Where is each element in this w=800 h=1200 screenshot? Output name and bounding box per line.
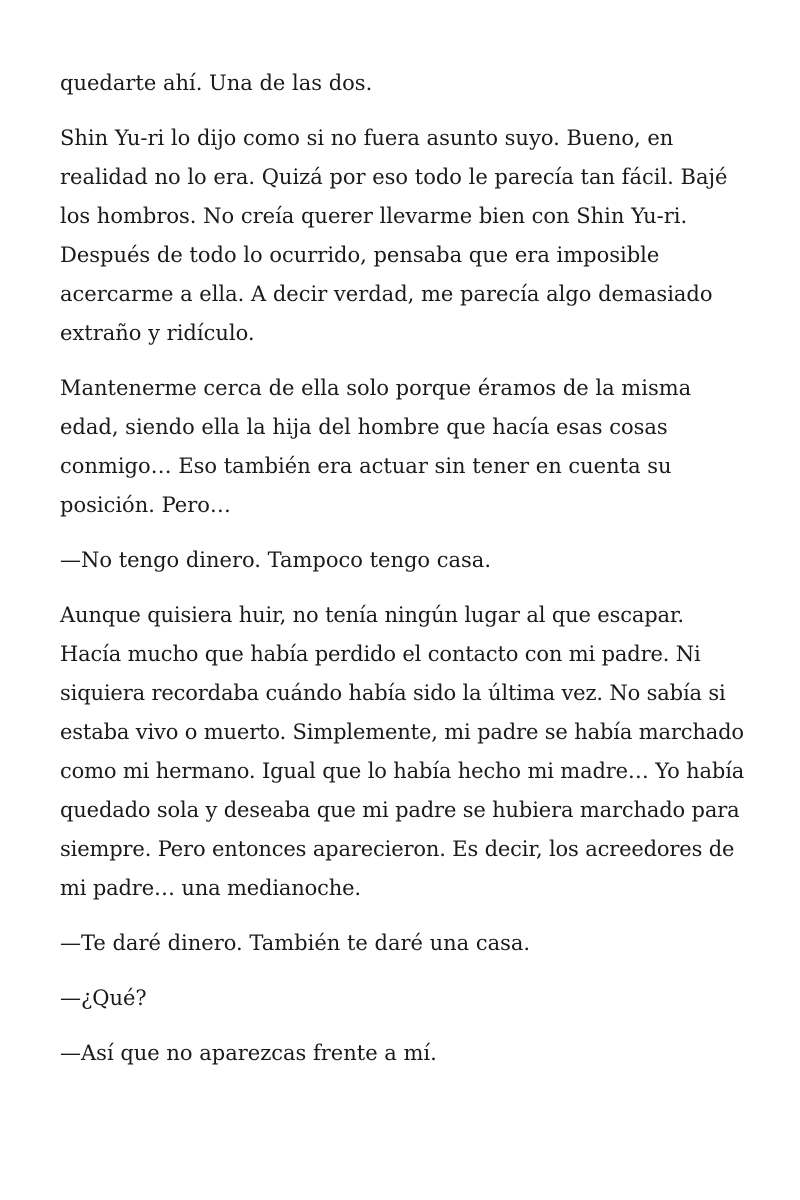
paragraph: Mantenerme cerca de ella solo porque éramos de la misma edad, siendo ella la hija del hombre que hacía esas cosas conmigo… Eso también era actuar sin tener en cuenta su posición. Pero… [60, 376, 692, 517]
dialogue-line: —¿Qué? [60, 986, 147, 1010]
reader-page [60, 64, 750, 1089]
paragraph: Aunque quisiera huir, no tenía ningún lugar al que escapar. Hacía mucho que había perdido el contacto con mi padre. Ni siquiera recordaba cuándo había sido la última vez. No sabía si estaba vivo o muerto. Simplemente, mi padre se había marchado como mi hermano. Igual que lo había hecho mi madre… Yo había quedado sola y deseaba que mi padre se hubiera marchado para siempre. Pero entonces aparecieron. Es decir, los acreedores de mi padre… una medianoche. [60, 603, 745, 900]
paragraph: quedarte ahí. Una de las dos. [60, 71, 373, 95]
dialogue-line: —Así que no aparezcas frente a mí. [60, 1041, 437, 1065]
paragraph: Shin Yu-ri lo dijo como si no fuera asunto suyo. Bueno, en realidad no lo era. Quizá por eso todo le parecía tan fácil. Bajé los hombros. No creía querer llevarme bien con Shin Yu-ri. Después de todo lo ocurrido, pensaba que era imposible acercarme a ella. A decir verdad, me parecía algo demasiado extraño y ridículo. [60, 126, 728, 345]
dialogue-line: —No tengo dinero. Tampoco tengo casa. [60, 548, 492, 572]
dialogue-line: —Te daré dinero. También te daré una casa. [60, 931, 531, 955]
